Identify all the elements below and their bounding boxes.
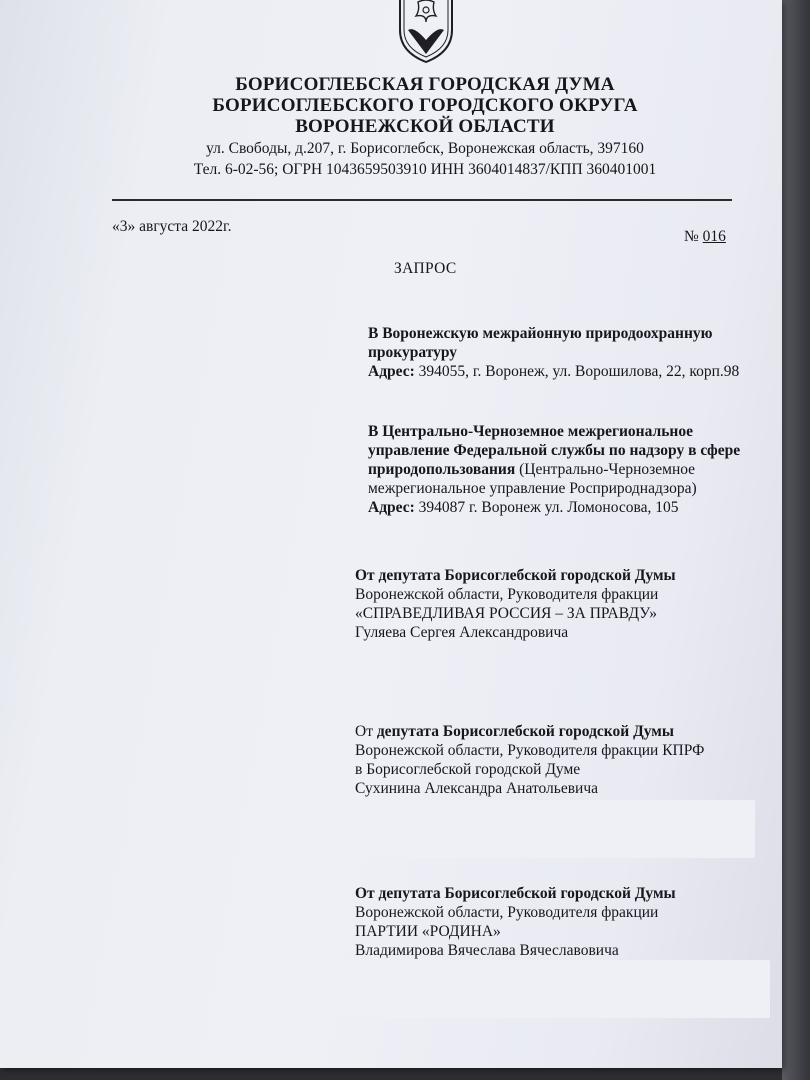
document-number [684,228,726,246]
document-number-prefix: № [684,228,703,245]
sender-1-faction: «СПРАВЕДЛИВАЯ РОССИЯ – ЗА ПРАВДУ» [355,605,657,622]
document-date: «3» августа 2022г. [112,218,232,235]
sender-block-1 [355,566,765,642]
recipient-1-address: 394055, г. Воронеж, ул. Ворошилова, 22, корп.98 [414,363,740,380]
document-number-value: 016 [702,228,726,245]
header-divider [112,199,732,201]
org-name-line-1: БОРИСОГЛЕБСКАЯ ГОРОДСКАЯ ДУМА [235,74,615,95]
sender-2-full-name: Сухинина Александра Анатольевича [355,780,599,797]
recipient-2-address: 394087 г. Воронеж ул. Ломоносова, 105 [414,499,679,516]
sender-1-title: От депутата Борисоглебской городской Думы [355,567,676,584]
recipient-2-name: В Центрально-Черноземное межрегиональное управление Федеральной службы по надзору в сфере природопользования [368,423,741,478]
recipient-block-2 [368,422,748,517]
sender-3-faction: ПАРТИИ «РОДИНА» [355,923,501,940]
coat-of-arms-emblem [398,0,454,64]
sender-3-full-name: Владимирова Вячеслава Вячеславовича [355,942,619,959]
org-name-line-3: ВОРОНЕЖСКОЙ ОБЛАСТИ [295,116,555,137]
recipient-1-address-label: Адрес: [368,363,415,380]
redacted-area-1 [345,800,755,858]
background-edge [782,0,810,1080]
sender-1-region: Воронежской области, Руководителя фракции [355,586,659,603]
sender-block-3 [355,884,765,960]
redacted-area-2 [340,960,770,1018]
org-contacts: Тел. 6-02-56; ОГРН 1043659503910 ИНН 3604014837/КПП 360401001 [193,161,657,178]
recipient-2-name-short: (Центрально-Черноземное межрегиональное управление Росприроднадзора) [368,461,697,497]
org-name-line-2: БОРИСОГЛЕБСКОГО ГОРОДСКОГО ОКРУГА [212,95,638,116]
sender-3-title: От депутата Борисоглебской городской Думы [355,885,676,902]
sender-2-title: депутата Борисоглебской городской Думы [376,723,674,740]
sender-2-region: Воронежской области, Руководителя фракции КПРФ [355,742,705,759]
document-type: ЗАПРОС [394,260,457,277]
org-address: ул. Свободы, д.207, г. Борисоглебск, Воронежская область, 397160 [206,140,644,157]
recipient-1-name: В Воронежскую межрайонную природоохранную прокуратуру [368,325,713,361]
sender-2-council: в Борисоглебской городской Думе [355,761,581,778]
sender-block-2 [355,722,765,798]
sender-3-region: Воронежской области, Руководителя фракции [355,904,659,921]
sender-2-title-prefix: От [355,723,377,740]
recipient-2-address-label: Адрес: [368,499,415,516]
letterhead [160,74,690,179]
sender-1-full-name: Гуляева Сергея Александровича [355,624,569,641]
recipient-block-1 [368,324,768,381]
